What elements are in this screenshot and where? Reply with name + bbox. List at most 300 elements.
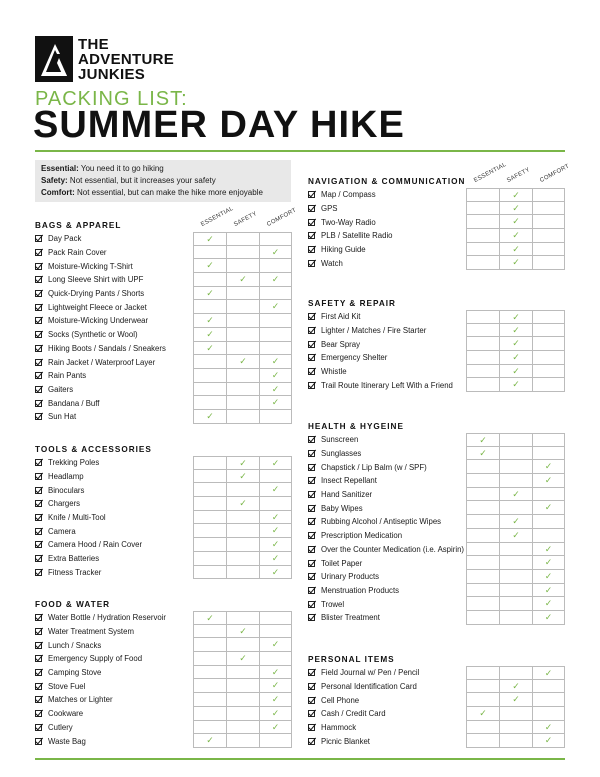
safety-cell: ✓ [499, 243, 532, 257]
item-label: Socks (Synthetic or Wool) [48, 330, 138, 340]
section-heading [35, 442, 291, 456]
list-item [308, 597, 565, 611]
checkbox-checked-icon[interactable] [35, 386, 42, 393]
essential-cell: ✓ [193, 734, 226, 748]
comfort-cell: ✓ [259, 383, 292, 397]
list-item [308, 693, 565, 707]
comfort-cell: ✓ [259, 355, 292, 369]
essential-cell [193, 396, 226, 410]
list-item [35, 638, 291, 652]
checkbox-checked-icon[interactable] [308, 327, 315, 334]
list-item [308, 310, 565, 324]
checkbox-checked-icon[interactable] [35, 359, 42, 366]
safety-cell [226, 396, 259, 410]
checkbox-checked-icon[interactable] [308, 246, 315, 253]
checkbox-checked-icon[interactable] [308, 341, 315, 348]
essential-cell [193, 369, 226, 383]
safety-cell [499, 707, 532, 721]
item-label: Bandana / Buff [48, 398, 100, 408]
checkbox-checked-icon[interactable] [308, 560, 315, 567]
safety-cell [226, 552, 259, 566]
checkbox-checked-icon[interactable] [35, 614, 42, 621]
list-item [308, 584, 565, 598]
category-cells [466, 680, 565, 694]
category-cells [466, 584, 565, 598]
legend-safety: Safety: Not essential, but it increases your safety [41, 176, 216, 185]
item-label: Watch [321, 258, 343, 268]
category-cells [466, 666, 565, 680]
essential-cell [193, 483, 226, 497]
category-cells [466, 707, 565, 721]
safety-cell: ✓ [499, 693, 532, 707]
category-cells [193, 273, 292, 287]
item-label: Prescription Medication [321, 531, 403, 541]
comfort-cell: ✓ [532, 734, 565, 748]
category-cells [193, 483, 292, 497]
checkbox-checked-icon[interactable] [308, 191, 315, 198]
safety-cell: ✓ [499, 351, 532, 365]
list-item [308, 488, 565, 502]
safety-cell: ✓ [499, 515, 532, 529]
essential-cell [466, 488, 499, 502]
essential-cell [193, 652, 226, 666]
comfort-cell: ✓ [259, 456, 292, 470]
list-item [35, 300, 291, 314]
item-label: Lightweight Fleece or Jacket [48, 302, 147, 312]
category-cells [193, 497, 292, 511]
item-label: Knife / Multi-Tool [48, 513, 106, 523]
safety-cell: ✓ [499, 188, 532, 202]
category-cells [466, 324, 565, 338]
safety-cell [226, 342, 259, 356]
item-label: GPS [321, 204, 338, 214]
brand-logo [35, 36, 174, 82]
list-item [35, 328, 291, 342]
list-item [35, 246, 291, 260]
safety-cell [499, 447, 532, 461]
comfort-cell: ✓ [259, 369, 292, 383]
safety-cell [499, 584, 532, 598]
category-cells [193, 300, 292, 314]
essential-cell [466, 680, 499, 694]
list-item [35, 566, 291, 580]
category-cells [193, 355, 292, 369]
list-item [308, 474, 565, 488]
safety-cell [226, 707, 259, 721]
comfort-cell: ✓ [259, 511, 292, 525]
comfort-cell: ✓ [259, 552, 292, 566]
category-cells [193, 314, 292, 328]
category-cells [193, 328, 292, 342]
checkbox-checked-icon[interactable] [308, 491, 315, 498]
essential-cell [466, 337, 499, 351]
comfort-cell [532, 202, 565, 216]
list-item [308, 188, 565, 202]
item-label: Bear Spray [321, 339, 361, 349]
category-cells [193, 259, 292, 273]
comfort-cell [259, 652, 292, 666]
checkbox-checked-icon[interactable] [308, 382, 315, 389]
safety-cell [226, 538, 259, 552]
list-item [35, 524, 291, 538]
page-subtitle: PACKING LIST: [35, 88, 188, 110]
category-cells [466, 611, 565, 625]
checkbox-checked-icon[interactable] [308, 724, 315, 731]
essential-cell [466, 721, 499, 735]
category-cells [466, 474, 565, 488]
checkbox-checked-icon[interactable] [308, 532, 315, 539]
checkbox-checked-icon[interactable] [35, 724, 42, 731]
safety-cell: ✓ [499, 529, 532, 543]
checkbox-checked-icon[interactable] [35, 263, 42, 270]
list-item [35, 383, 291, 397]
essential-cell [193, 497, 226, 511]
list-item [308, 529, 565, 543]
checkbox-checked-icon[interactable] [308, 518, 315, 525]
comfort-cell [532, 680, 565, 694]
comfort-cell [532, 447, 565, 461]
comfort-cell [259, 342, 292, 356]
checkbox-checked-icon[interactable] [35, 569, 42, 576]
essential-cell [466, 543, 499, 557]
essential-cell: ✓ [193, 314, 226, 328]
category-cells [466, 543, 565, 557]
essential-cell [466, 460, 499, 474]
checkbox-checked-icon[interactable] [35, 628, 42, 635]
checkbox-checked-icon[interactable] [308, 546, 315, 553]
checkbox-checked-icon[interactable] [308, 587, 315, 594]
safety-cell [226, 666, 259, 680]
item-label: Whistle [321, 367, 347, 377]
checkbox-checked-icon[interactable] [308, 232, 315, 239]
checkbox-checked-icon[interactable] [308, 464, 315, 471]
essential-cell [466, 501, 499, 515]
item-label: Emergency Shelter [321, 353, 388, 363]
item-label: Rain Pants [48, 371, 87, 381]
list-item [35, 456, 291, 470]
section-heading [308, 161, 571, 188]
category-cells [466, 447, 565, 461]
item-label: Water Treatment System [48, 627, 134, 637]
list-item [35, 693, 291, 707]
category-cells [193, 383, 292, 397]
category-cells [193, 679, 292, 693]
category-cells [466, 351, 565, 365]
checkbox-checked-icon[interactable] [35, 500, 42, 507]
checkbox-checked-icon[interactable] [35, 710, 42, 717]
checkbox-checked-icon[interactable] [35, 528, 42, 535]
section-title: TOOLS & ACCESSORIES [35, 445, 152, 454]
safety-cell [226, 524, 259, 538]
checkbox-checked-icon[interactable] [35, 235, 42, 242]
comfort-cell: ✓ [532, 721, 565, 735]
category-cells [193, 552, 292, 566]
comfort-cell: ✓ [259, 483, 292, 497]
item-label: Field Journal w/ Pen / Pencil [321, 668, 420, 678]
section-navigation-communication [308, 161, 571, 270]
checkbox-checked-icon[interactable] [35, 372, 42, 379]
safety-cell [499, 501, 532, 515]
category-cells [193, 566, 292, 580]
checkbox-checked-icon[interactable] [308, 614, 315, 621]
essential-cell [193, 246, 226, 260]
essential-cell: ✓ [466, 447, 499, 461]
category-cells [193, 369, 292, 383]
category-cells [193, 638, 292, 652]
safety-cell: ✓ [226, 497, 259, 511]
column-safety: SAFETY [233, 210, 259, 228]
comfort-cell [532, 365, 565, 379]
item-label: Personal Identification Card [321, 682, 417, 692]
comfort-cell [532, 707, 565, 721]
comfort-cell: ✓ [259, 707, 292, 721]
checkbox-checked-icon[interactable] [308, 354, 315, 361]
comfort-cell: ✓ [532, 474, 565, 488]
checkbox-checked-icon[interactable] [35, 683, 42, 690]
category-cells [466, 488, 565, 502]
checkbox-checked-icon[interactable] [308, 573, 315, 580]
list-item [308, 680, 565, 694]
section-title: BAGS & APPAREL [35, 221, 122, 230]
checkbox-checked-icon[interactable] [35, 487, 42, 494]
checkbox-checked-icon[interactable] [35, 555, 42, 562]
checkbox-checked-icon[interactable] [308, 601, 315, 608]
checkbox-checked-icon[interactable] [308, 205, 315, 212]
category-cells [193, 232, 292, 246]
essential-cell [466, 515, 499, 529]
essential-cell [193, 456, 226, 470]
checkbox-checked-icon[interactable] [35, 541, 42, 548]
item-label: Gaiters [48, 384, 74, 394]
item-label: Sun Hat [48, 412, 77, 422]
item-label: Cutlery [48, 722, 73, 732]
item-label: Moisture-Wicking Underwear [48, 316, 149, 326]
checkbox-checked-icon[interactable] [308, 669, 315, 676]
list-item [308, 243, 565, 257]
checkbox-checked-icon[interactable] [308, 477, 315, 484]
essential-cell: ✓ [193, 259, 226, 273]
checkbox-checked-icon[interactable] [35, 696, 42, 703]
item-label: Menstruation Products [321, 585, 400, 595]
safety-cell [499, 721, 532, 735]
safety-cell [226, 246, 259, 260]
checkbox-checked-icon[interactable] [308, 219, 315, 226]
essential-cell [193, 707, 226, 721]
safety-cell [226, 287, 259, 301]
comfort-cell [259, 470, 292, 484]
essential-cell [193, 511, 226, 525]
comfort-cell [259, 410, 292, 424]
category-cells [466, 256, 565, 270]
checkbox-checked-icon[interactable] [35, 473, 42, 480]
list-item [35, 611, 291, 625]
essential-cell [466, 351, 499, 365]
comfort-cell [259, 497, 292, 511]
essential-cell [466, 734, 499, 748]
checkbox-checked-icon[interactable] [308, 710, 315, 717]
category-cells [193, 611, 292, 625]
list-item [35, 273, 291, 287]
checkbox-checked-icon[interactable] [35, 304, 42, 311]
item-label: Day Pack [48, 234, 82, 244]
checkbox-checked-icon[interactable] [308, 436, 315, 443]
essential-cell [193, 300, 226, 314]
checkbox-checked-icon[interactable] [35, 655, 42, 662]
item-label: Lunch / Snacks [48, 640, 102, 650]
safety-cell [499, 734, 532, 748]
section-title: PERSONAL ITEMS [308, 655, 395, 664]
checkbox-checked-icon[interactable] [35, 738, 42, 745]
comfort-cell [259, 287, 292, 301]
section-heading [35, 205, 298, 232]
checkbox-checked-icon[interactable] [35, 459, 42, 466]
list-item [35, 679, 291, 693]
column-comfort: COMFORT [539, 163, 571, 184]
checkbox-checked-icon[interactable] [308, 738, 315, 745]
category-cells [193, 625, 292, 639]
mountain-icon [35, 36, 73, 82]
list-item [308, 256, 565, 270]
item-label: Fitness Tracker [48, 567, 102, 577]
comfort-cell [532, 488, 565, 502]
checkbox-checked-icon[interactable] [308, 450, 315, 457]
essential-cell [466, 324, 499, 338]
checkbox-checked-icon[interactable] [308, 313, 315, 320]
legend-box [35, 160, 291, 202]
checkbox-checked-icon[interactable] [35, 249, 42, 256]
safety-cell: ✓ [499, 365, 532, 379]
list-item [35, 497, 291, 511]
safety-cell: ✓ [499, 256, 532, 270]
comfort-cell: ✓ [532, 611, 565, 625]
essential-cell [466, 529, 499, 543]
checkbox-checked-icon[interactable] [35, 331, 42, 338]
checkbox-checked-icon[interactable] [35, 413, 42, 420]
category-cells [466, 515, 565, 529]
checkbox-checked-icon[interactable] [308, 683, 315, 690]
list-item [308, 515, 565, 529]
column-essential: ESSENTIAL [473, 161, 508, 184]
checkbox-checked-icon[interactable] [35, 317, 42, 324]
category-cells [466, 188, 565, 202]
column-safety: SAFETY [506, 166, 532, 184]
checkbox-checked-icon[interactable] [35, 290, 42, 297]
comfort-cell: ✓ [532, 570, 565, 584]
comfort-cell: ✓ [259, 693, 292, 707]
list-item [308, 215, 565, 229]
list-item [308, 460, 565, 474]
comfort-cell: ✓ [259, 566, 292, 580]
checkbox-checked-icon[interactable] [308, 697, 315, 704]
category-cells [466, 734, 565, 748]
item-label: Camping Stove [48, 668, 102, 678]
safety-cell: ✓ [226, 625, 259, 639]
checkbox-checked-icon[interactable] [35, 276, 42, 283]
safety-cell: ✓ [499, 310, 532, 324]
section-food-water [35, 597, 291, 748]
safety-cell: ✓ [499, 680, 532, 694]
category-cells [466, 310, 565, 324]
essential-cell: ✓ [193, 342, 226, 356]
list-item [308, 365, 565, 379]
item-label: Stove Fuel [48, 681, 86, 691]
essential-cell [466, 378, 499, 392]
safety-cell [226, 300, 259, 314]
list-item [308, 378, 565, 392]
essential-cell [193, 721, 226, 735]
safety-cell [499, 460, 532, 474]
list-item [35, 314, 291, 328]
essential-cell [466, 570, 499, 584]
checkbox-checked-icon[interactable] [35, 400, 42, 407]
safety-cell: ✓ [499, 202, 532, 216]
safety-cell: ✓ [499, 378, 532, 392]
column-comfort: COMFORT [266, 207, 298, 228]
comfort-cell [532, 229, 565, 243]
comfort-cell [532, 215, 565, 229]
comfort-cell: ✓ [259, 679, 292, 693]
category-cells [193, 456, 292, 470]
essential-cell [466, 666, 499, 680]
checkbox-checked-icon[interactable] [308, 505, 315, 512]
comfort-cell [532, 529, 565, 543]
safety-cell [499, 433, 532, 447]
essential-cell [193, 666, 226, 680]
checkbox-checked-icon[interactable] [308, 260, 315, 267]
list-item [308, 734, 565, 748]
safety-cell [499, 666, 532, 680]
safety-cell: ✓ [499, 337, 532, 351]
checkbox-checked-icon[interactable] [308, 368, 315, 375]
item-label: Moisture-Wicking T-Shirt [48, 261, 133, 271]
comfort-cell [532, 378, 565, 392]
item-label: Hiking Boots / Sandals / Sneakers [48, 343, 166, 353]
list-item [35, 552, 291, 566]
comfort-cell: ✓ [532, 584, 565, 598]
item-label: Matches or Lighter [48, 695, 113, 705]
comfort-cell [259, 625, 292, 639]
section-heading [35, 597, 291, 611]
checkbox-checked-icon[interactable] [35, 345, 42, 352]
checkbox-checked-icon[interactable] [35, 669, 42, 676]
safety-cell [226, 314, 259, 328]
section-bags-apparel [35, 205, 298, 424]
category-cells [193, 342, 292, 356]
category-cells [466, 378, 565, 392]
list-item [35, 369, 291, 383]
section-title: NAVIGATION & COMMUNICATION [308, 177, 466, 186]
legend-essential: Essential: You need it to go hiking [41, 164, 164, 173]
essential-cell [466, 310, 499, 324]
item-label: Over the Counter Medication (i.e. Aspirin) [321, 544, 465, 554]
item-label: Sunglasses [321, 449, 362, 459]
comfort-cell [532, 256, 565, 270]
list-item [35, 538, 291, 552]
essential-cell [466, 474, 499, 488]
safety-cell: ✓ [499, 488, 532, 502]
brand-line-2: ADVENTURE [78, 50, 175, 68]
checkbox-checked-icon[interactable] [35, 642, 42, 649]
item-label: Quick-Drying Pants / Shorts [48, 289, 145, 299]
comfort-cell [259, 232, 292, 246]
comfort-cell: ✓ [532, 556, 565, 570]
category-cells [193, 666, 292, 680]
essential-cell [193, 679, 226, 693]
comfort-cell [532, 515, 565, 529]
category-cells [466, 433, 565, 447]
checkbox-checked-icon[interactable] [35, 514, 42, 521]
list-item [35, 625, 291, 639]
